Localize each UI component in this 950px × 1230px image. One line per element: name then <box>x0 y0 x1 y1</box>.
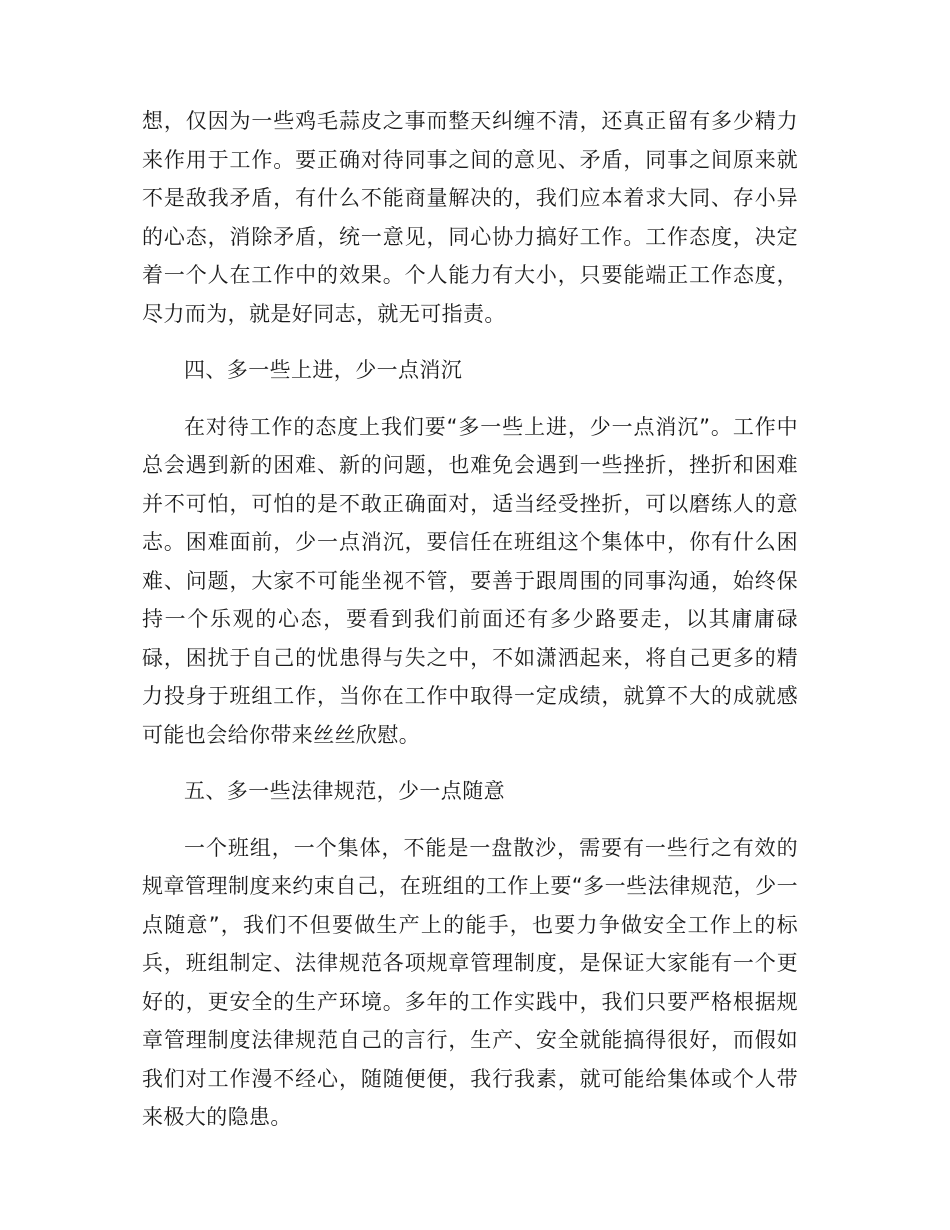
paragraph-section-5: 一个班组，一个集体，不能是一盘散沙，需要有一些行之有效的规章管理制度来约束自己，在班组的工作上要“多一些法律规范，少一点随意”，我们不但要做生产上的能手，也要力争做安全工作上的标兵，班组制定、法律规范各项规章管理制度，是保证大家能有一个更好的，更安全的生产环境。多年的工作实践中，我们只要严格根据规章管理制度法律规范自己的言行，生产、安全就能搞得很好，而假如我们对工作漫不经心，随随便便，我行我素，就可能给集体或个人带来极大的隐患。 <box>142 835 798 1129</box>
paragraph-section-4: 在对待工作的态度上我们要“多一些上进，少一点消沉”。工作中总会遇到新的困难、新的问题，也难免会遇到一些挫折，挫折和困难并不可怕，可怕的是不敢正确面对，适当经受挫折，可以磨练人的意志。困难面前，少一点消沉，要信任在班组这个集体中，你有什么困难、问题，大家不可能坐视不管，要善于跟周围的同事沟通，始终保持一个乐观的心态，要看到我们前面还有多少路要走，以其庸庸碌碌，困扰于自己的忧患得与失之中，不如潇洒起来，将自己更多的精力投身于班组工作，当你在工作中取得一定成绩，就算不大的成就感可能也会给你带来丝丝欣慰。 <box>142 414 798 747</box>
paragraph-continued: 想，仅因为一些鸡毛蒜皮之事而整天纠缠不清，还真正留有多少精力来作用于工作。要正确对待同事之间的意见、矛盾，同事之间原来就不是敌我矛盾，有什么不能商量解决的，我们应本着求大同、存小异的心态，消除矛盾，统一意见，同心协力搞好工作。工作态度，决定着一个人在工作中的效果。个人能力有大小，只要能端正工作态度，尽力而为，就是好同志，就无可指责。 <box>142 109 798 326</box>
paragraph-gap <box>142 811 798 829</box>
paragraph-gap <box>142 390 798 408</box>
section-heading-5: 五、多一些法律规范，少一点随意 <box>184 779 505 803</box>
section-heading-4: 四、多一些上进，少一点消沉 <box>184 358 463 382</box>
document-body <box>142 102 798 1137</box>
paragraph-gap <box>142 333 798 351</box>
paragraph-gap <box>142 754 798 772</box>
